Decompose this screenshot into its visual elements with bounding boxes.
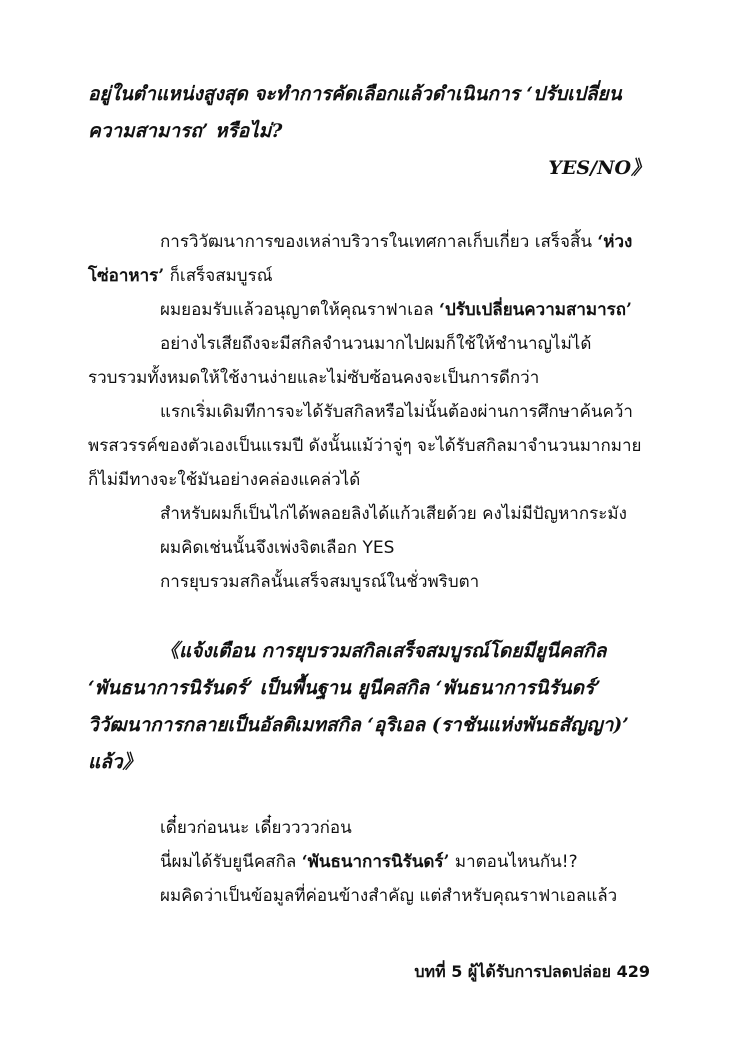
page-footer: บทที่ 5 ผู้ได้รับการปลดปล่อย 429 — [414, 962, 650, 981]
paragraph — [88, 225, 650, 293]
paragraph: สำหรับผมก็เป็นไก่ได้พลอยลิงได้แก้วเสียด้วย คงไม่มีปัญหากระมัง — [160, 504, 627, 524]
notice-text: 《แจ้งเตือน การยุบรวมสกิลเสร็จสมบูรณ์โดยมียูนีคสกิล ‘พันธนาการนิรันดร์’ เป็นพื้นฐาน ยูนีคสกิล ‘พันธนาการนิรันดร์’ วิวัฒนาการกลายเป็นอัลติเมทสกิล ‘อุริเอล (ราชันแห่งพันธสัญญา)’ แล้ว》 — [88, 640, 629, 773]
text-span: นี่ผมได้รับยูนีคสกิล — [160, 852, 302, 872]
closing-text — [88, 811, 650, 913]
text-span: ผมยอมรับแล้วอนุญาตให้คุณราฟาเอล — [160, 300, 440, 320]
paragraph: เดี๋ยวก่อนนะ เดี๋ยววววก่อน — [160, 818, 352, 838]
text-span: มาตอนไหนกัน!? — [449, 852, 578, 872]
notice-block — [88, 633, 650, 781]
paragraph: การยุบรวมสกิลนั้นเสร็จสมบูรณ์ในชั่วพริบตา — [160, 572, 480, 592]
yes-no-choice: YES/NO》 — [548, 157, 650, 179]
paragraph — [88, 293, 650, 327]
bold-term: ‘ห่วงโซ่อาหาร’ — [88, 232, 633, 286]
text-span: ก็เสร็จสมบูรณ์ — [164, 266, 273, 286]
text-span: การวิวัฒนาการของเหล่าบริวารในเทศกาลเก็บเกี่ยว เสร็จสิ้น — [160, 232, 598, 252]
paragraph: ผมคิดว่าเป็นข้อมูลที่ค่อนข้างสำคัญ แต่สำหรับคุณราฟาเอลแล้ว — [160, 886, 618, 906]
body-text — [88, 225, 650, 599]
paragraph — [88, 845, 650, 879]
bold-term: ‘ปรับเปลี่ยนความสามารถ’ — [439, 300, 632, 320]
page-content — [88, 76, 650, 913]
paragraph: ผมคิดเช่นนั้นจึงเพ่งจิตเลือก YES — [160, 538, 395, 558]
bold-term: ‘พันธนาการนิรันดร์’ — [301, 852, 450, 872]
system-prompt-block — [88, 76, 650, 187]
system-prompt-text: อยู่ในตำแหน่งสูงสุด จะทำการคัดเลือกแล้วดำเนินการ ‘ปรับเปลี่ยนความสามารถ’ หรือไม่? — [88, 83, 622, 142]
paragraph: อย่างไรเสียถึงจะมีสกิลจำนวนมากไปผมก็ใช้ให้ชำนาญไม่ได้ รวบรวมทั้งหมดให้ใช้งานง่ายและไม่ซับซ้อนคงจะเป็นการดีกว่า — [88, 334, 592, 388]
paragraph: แรกเริ่มเดิมทีการจะได้รับสกิลหรือไม่นั้นต้องผ่านการศึกษาค้นคว้าพรสวรรค์ของตัวเองเป็นแรมปี ดังนั้นแม้ว่าจู่ๆ จะได้รับสกิลมาจำนวนมากมายก็ไม่มีทางจะใช้มันอย่างคล่องแคล่วได้ — [88, 402, 642, 490]
